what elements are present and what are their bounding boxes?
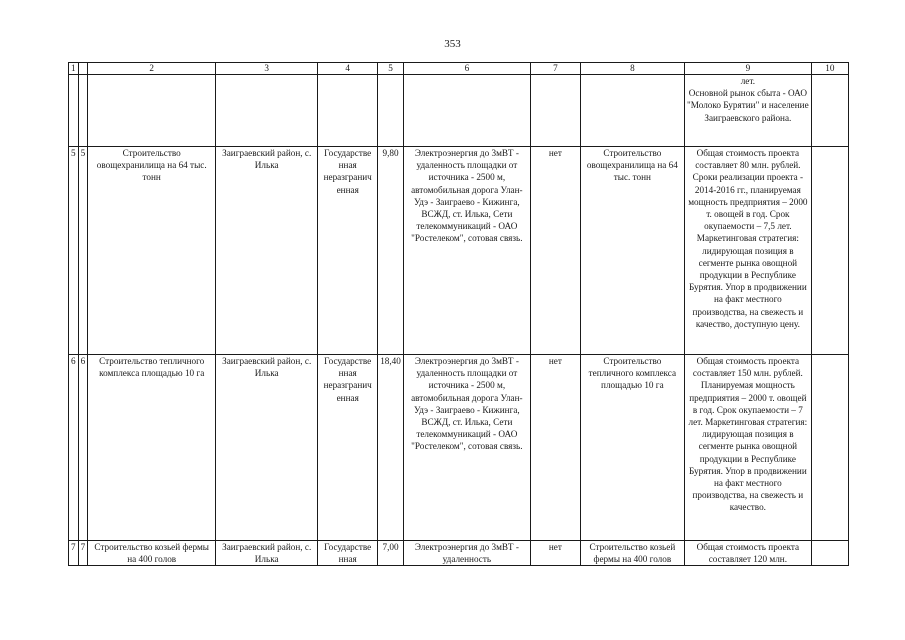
notes-cell	[811, 541, 848, 566]
row-number: 6	[78, 355, 88, 541]
header-cell: 4	[318, 63, 378, 75]
availability-cell: нет	[530, 355, 580, 541]
row-number: 7	[78, 541, 88, 566]
header-cell: 5	[378, 63, 404, 75]
table-row	[69, 147, 849, 355]
row-number: 7	[69, 541, 79, 566]
project-cell: Строительство овощехранилища на 64 тыс. тонн	[580, 147, 684, 355]
site-name-cell: Строительство козьей фермы на 400 голов	[88, 541, 216, 566]
site-name-cell: Строительство овощехранилища на 64 тыс. тонн	[88, 147, 216, 355]
location-cell: Заиграевский район, с. Илька	[216, 147, 318, 355]
notes-cell	[811, 147, 848, 355]
header-cell: 8	[580, 63, 684, 75]
infrastructure-cell: Электроэнергия до 3мВТ - удаленность	[403, 541, 530, 566]
header-cell: 3	[216, 63, 318, 75]
header-cell	[78, 63, 88, 75]
header-cell: 6	[403, 63, 530, 75]
availability-cell: нет	[530, 147, 580, 355]
area-cell: 7,00	[378, 541, 404, 566]
row-number: 6	[69, 355, 79, 541]
site-name-cell: Строительство тепличного комплекса площадью 10 га	[88, 355, 216, 541]
investment-sites-table	[68, 62, 849, 566]
table-row	[69, 355, 849, 541]
row-number: 5	[69, 147, 79, 355]
availability-cell: нет	[530, 541, 580, 566]
area-cell: 18,40	[378, 355, 404, 541]
ownership-cell: Государстве нная неразгранич енная	[318, 147, 378, 355]
details-cell: Общая стоимость проекта составляет 120 млн.	[684, 541, 811, 566]
notes-cell	[811, 355, 848, 541]
header-cell: 7	[530, 63, 580, 75]
header-cell: 2	[88, 63, 216, 75]
table-row	[69, 541, 849, 566]
project-cell: Строительство козьей фермы на 400 голов	[580, 541, 684, 566]
page-number: 353	[444, 38, 461, 50]
infrastructure-cell: Электроэнергия до 3мВТ - удаленность площадки от источника - 2500 м, автомобильная дорога Улан-Удэ - Заиграево - Кижинга, ВСЖД, ст. Илька, Сети телекоммуникаций - ОАО "Ростелеком", сотовая связь.	[403, 147, 530, 355]
infrastructure-cell: Электроэнергия до 3мВТ - удаленность площадки от источника - 2500 м, автомобильная дорога Улан-Удэ - Заиграево - Кижинга, ВСЖД, ст. Илька, Сети телекоммуникаций - ОАО "Ростелеком", сотовая связь.	[403, 355, 530, 541]
header-cell: 1	[69, 63, 79, 75]
continuation-row	[69, 75, 849, 147]
location-cell: Заиграевский район, с. Илька	[216, 541, 318, 566]
header-cell: 10	[811, 63, 848, 75]
details-cell: лет. Основной рынок сбыта - ОАО "Молоко Бурятии" и население Заиграевского района.	[684, 75, 811, 147]
ownership-cell: Государстве нная неразгранич енная	[318, 355, 378, 541]
details-cell: Общая стоимость проекта составляет 80 млн. рублей. Сроки реализации проекта - 2014-2016 гг., планируемая мощность предприятия – 2000 т. овощей в год. Срок окупаемости – 7,5 лет. Маркетинговая стратегия: лидирующая позиция в сегменте рынка овощной продукции в Республике Бурятия. Упор в продвижении на факт местного производства, на свежесть и качество, доступную цену.	[684, 147, 811, 355]
header-cell: 9	[684, 63, 811, 75]
location-cell: Заиграевский район, с. Илька	[216, 355, 318, 541]
ownership-cell: Государстве нная	[318, 541, 378, 566]
row-number: 5	[78, 147, 88, 355]
header-row	[69, 63, 849, 75]
details-cell: Общая стоимость проекта составляет 150 млн. рублей. Планируемая мощность предприятия – 2000 т. овощей в год. Срок окупаемости – 7 лет. Маркетинговая стратегия: лидирующая позиция в сегменте рынка овощной продукции в Республике Бурятия. Упор в продвижении на факт местного производства, на свежесть и качество.	[684, 355, 811, 541]
area-cell: 9,80	[378, 147, 404, 355]
project-cell: Строительство тепличного комплекса площадью 10 га	[580, 355, 684, 541]
